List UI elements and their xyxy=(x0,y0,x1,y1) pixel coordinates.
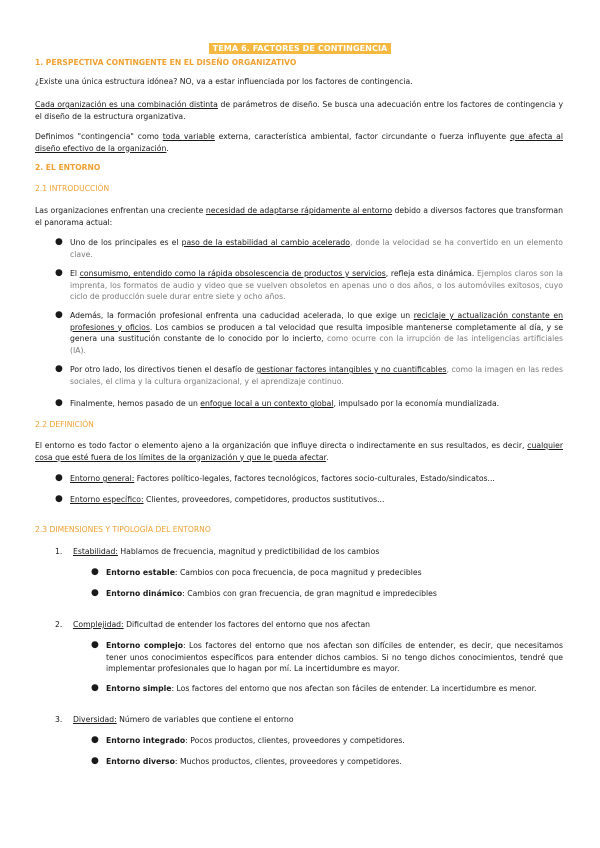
bullet-icon: ● xyxy=(55,310,63,320)
bullet-icon: ● xyxy=(91,640,99,650)
list-item: ● Entorno específico: Clientes, proveedores, competidores, productos sustitutivos... xyxy=(55,494,385,504)
bullet-icon: ● xyxy=(91,735,99,745)
list-item: ● Entorno dinámico: Cambios con gran frecuencia, de gran magnitud e impredecibles xyxy=(91,588,437,598)
list-item: ● Entorno estable: Cambios con poca frecuencia, de poca magnitud y predecibles xyxy=(91,567,422,577)
bullet-icon: ● xyxy=(55,398,63,408)
subsection-heading: 2.2 DEFINICIÓN xyxy=(35,420,94,429)
list-item: ● Entorno simple: Los factores del entorno que nos afectan son fáciles de entender. La incertidumbre es menor. xyxy=(91,683,537,693)
bullet-icon: ● xyxy=(91,683,99,693)
subsection-heading: 2.1 INTRODUCCIÓN xyxy=(35,184,110,193)
numbered-item: 3. Diversidad: Número de variables que contiene el entorno xyxy=(55,715,294,724)
subsection-heading: 2.3 DIMENSIONES Y TIPOLOGÍA DEL ENTORNO xyxy=(35,525,211,534)
bullet-icon: ● xyxy=(55,364,63,374)
bullet-icon: ● xyxy=(91,756,99,766)
list-item: ● Entorno integrado: Pocos productos, clientes, proveedores y competidores. xyxy=(91,735,405,745)
list-item: ● Por otro lado, los directivos tienen el desafío de gestionar factores intangibles y no cuantificables, como la imagen en las redes sociales, el clima y la cultura organizacional, y el aprendizaje continuo. xyxy=(55,364,563,386)
paragraph: Las organizaciones enfrentan una creciente necesidad de adaptarse rápidamente al entorno debido a diversos factores que transforman el panorama actual: xyxy=(35,206,563,227)
section-1-heading: 1. PERSPECTIVA CONTINGENTE EN EL DISEÑO ORGANIZATIVO xyxy=(35,58,297,67)
list-item: ● Entorno complejo: Los factores del entorno que nos afectan son difíciles de entender, es decir, que necesitamos tener unos conocimientos específicos para entender dichos cambios. Si no tengo dichos conocimientos, tendré que implementar profesionales que lo hagan por mí. La incertidumbre es mayor. xyxy=(91,640,564,673)
numbered-item: 2. Complejidad: Dificultad de entender los factores del entorno que nos afectan xyxy=(55,620,371,629)
bullet-icon: ● xyxy=(55,268,63,278)
list-item: ● Uno de los principales es el paso de la estabilidad al cambio acelerado, donde la velocidad se ha convertido en un elemento clave. xyxy=(55,237,563,259)
list-item: ● Además, la formación profesional enfrenta una caducidad acelerada, lo que exige un reciclaje y actualización constante en profesiones y oficios. Los cambios se producen a tal velocidad que resulta imposible mantenerse completamente al día, y se genera una sustitución constante de lo conocido por lo incierto, como ocurre con la irrupción de las inteligencias artificiales (IA). xyxy=(55,310,563,355)
bullet-icon: ● xyxy=(55,473,63,483)
list-item: ● El consumismo, entendido como la rápida obsolescencia de productos y servicios, refleja esta dinámica. Ejemplos claros son la imprenta, los formatos de audio y video que se vuelven obsoletos en apenas uno o dos años, o los automóviles exitosos, cuyo ciclo de producción suele durar entre siete y ocho años. xyxy=(55,268,563,301)
numbered-item: 1. Estabilidad: Hablamos de frecuencia, magnitud y predictibilidad de los cambios xyxy=(55,547,380,556)
bullet-icon: ● xyxy=(55,237,63,247)
paragraph: El entorno es todo factor o elemento ajeno a la organización que influye directa o indirectamente en sus resultados, es decir, cualquier cosa que esté fuera de los límites de la organización y que le pueda afectar. xyxy=(35,441,563,462)
bullet-icon: ● xyxy=(55,494,63,504)
section-2-heading: 2. EL ENTORNO xyxy=(35,163,101,172)
document-title: TEMA 6. FACTORES DE CONTINGENCIA xyxy=(0,36,600,55)
list-item: ● Entorno general: Factores político-legales, factores tecnológicos, factores socio-culturales, Estado/sindicatos... xyxy=(55,473,495,483)
paragraph: Definimos "contingencia" como toda variable externa, característica ambiental, factor circundante o fuerza influyente que afecta al diseño efectivo de la organización. xyxy=(35,132,563,153)
paragraph: Cada organización es una combinación distinta de parámetros de diseño. Se busca una adecuación entre los factores de contingencia y el diseño de la estructura organizativa. xyxy=(35,100,563,121)
paragraph: ¿Existe una única estructura idónea? NO, va a estar influenciada por los factores de contingencia. xyxy=(35,77,413,86)
list-item: ● Entorno diverso: Muchos productos, clientes, proveedores y competidores. xyxy=(91,756,402,766)
bullet-icon: ● xyxy=(91,588,99,598)
bullet-icon: ● xyxy=(91,567,99,577)
list-item: ● Finalmente, hemos pasado de un enfoque local a un contexto global, impulsado por la economía mundializada. xyxy=(55,398,500,408)
